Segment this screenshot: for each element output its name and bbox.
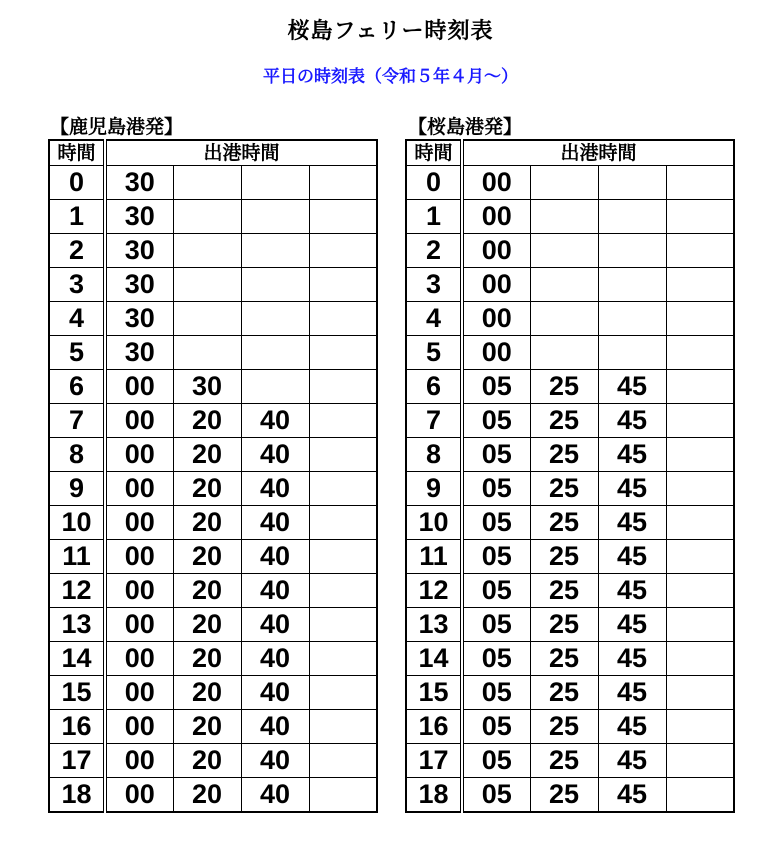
minute-cell [666, 166, 734, 200]
minute-cell: 05 [462, 744, 530, 778]
table-row [406, 404, 734, 438]
minute-cell [530, 336, 598, 370]
minute-cell: 40 [241, 506, 309, 540]
minute-cell: 05 [462, 438, 530, 472]
minute-cell: 00 [105, 710, 173, 744]
minute-cell: 20 [173, 778, 241, 813]
hour-cell: 12 [406, 574, 462, 608]
minute-cell [241, 336, 309, 370]
table-row [406, 574, 734, 608]
table-row [406, 778, 734, 813]
minute-cell [530, 200, 598, 234]
hour-cell: 1 [49, 200, 105, 234]
minute-cell: 00 [462, 200, 530, 234]
minute-cell: 05 [462, 404, 530, 438]
sakurajima-label: 【桜島港発】 [408, 116, 523, 138]
minute-cell: 25 [530, 642, 598, 676]
minute-cell: 00 [462, 268, 530, 302]
minute-cell [598, 166, 666, 200]
table-row [406, 710, 734, 744]
minute-cell: 00 [105, 608, 173, 642]
minute-cell: 30 [105, 166, 173, 200]
minute-cell [309, 744, 377, 778]
minute-cell: 45 [598, 404, 666, 438]
minute-cell [598, 336, 666, 370]
minute-cell [173, 200, 241, 234]
table-row [49, 710, 377, 744]
minute-cell [241, 200, 309, 234]
minute-cell [309, 608, 377, 642]
minute-cell [530, 302, 598, 336]
minute-cell [309, 710, 377, 744]
table-row [49, 676, 377, 710]
minute-cell: 00 [462, 166, 530, 200]
minute-cell: 00 [462, 336, 530, 370]
table-row [49, 166, 377, 200]
table-row [49, 336, 377, 370]
table-row [406, 472, 734, 506]
minute-cell [598, 268, 666, 302]
minute-cell: 00 [105, 438, 173, 472]
table-row [49, 506, 377, 540]
minute-cell [666, 778, 734, 813]
minute-cell: 00 [105, 574, 173, 608]
minute-cell [309, 438, 377, 472]
hour-cell: 11 [49, 540, 105, 574]
hour-cell: 13 [49, 608, 105, 642]
minute-cell: 20 [173, 540, 241, 574]
table-row [406, 268, 734, 302]
table-row [406, 744, 734, 778]
table-row [49, 200, 377, 234]
sakurajima-timetable [405, 139, 735, 813]
minute-cell: 05 [462, 778, 530, 813]
minute-cell [666, 234, 734, 268]
minute-cell: 05 [462, 642, 530, 676]
minute-cell [666, 642, 734, 676]
minute-cell [666, 336, 734, 370]
hour-cell: 4 [49, 302, 105, 336]
minute-cell: 40 [241, 676, 309, 710]
minute-cell: 25 [530, 778, 598, 813]
minute-cell: 25 [530, 472, 598, 506]
minute-cell: 45 [598, 744, 666, 778]
minute-cell [666, 608, 734, 642]
table-row [406, 438, 734, 472]
hour-cell: 1 [406, 200, 462, 234]
minute-cell [666, 574, 734, 608]
minute-cell: 45 [598, 608, 666, 642]
minute-cell: 45 [598, 472, 666, 506]
minute-cell: 00 [105, 642, 173, 676]
table-row [49, 778, 377, 813]
hour-cell: 3 [406, 268, 462, 302]
minute-cell: 40 [241, 540, 309, 574]
minute-cell [666, 302, 734, 336]
minute-cell [173, 336, 241, 370]
hour-cell: 6 [406, 370, 462, 404]
minute-cell: 25 [530, 744, 598, 778]
hour-cell: 3 [49, 268, 105, 302]
minute-cell: 00 [462, 302, 530, 336]
minute-cell: 05 [462, 574, 530, 608]
minute-cell: 45 [598, 438, 666, 472]
minute-cell: 25 [530, 506, 598, 540]
minute-cell: 20 [173, 506, 241, 540]
minute-cell [530, 166, 598, 200]
table-row [49, 302, 377, 336]
hour-cell: 14 [49, 642, 105, 676]
minute-cell: 20 [173, 438, 241, 472]
table-row [49, 438, 377, 472]
minute-cell: 00 [105, 676, 173, 710]
hour-cell: 11 [406, 540, 462, 574]
hour-cell: 7 [406, 404, 462, 438]
hour-header: 時間 [49, 140, 105, 166]
minute-cell: 45 [598, 506, 666, 540]
minute-cell: 45 [598, 540, 666, 574]
hour-cell: 6 [49, 370, 105, 404]
hour-cell: 15 [406, 676, 462, 710]
minute-cell [309, 302, 377, 336]
minute-cell: 40 [241, 778, 309, 813]
table-row [49, 540, 377, 574]
minute-cell: 05 [462, 506, 530, 540]
minute-cell: 25 [530, 370, 598, 404]
minute-cell: 05 [462, 676, 530, 710]
table-row [406, 302, 734, 336]
table-row [406, 676, 734, 710]
minute-cell: 00 [105, 404, 173, 438]
hour-cell: 7 [49, 404, 105, 438]
minute-cell: 20 [173, 676, 241, 710]
minute-cell [309, 574, 377, 608]
page-title: 桜島フェリー時刻表 [287, 19, 494, 44]
hour-cell: 5 [49, 336, 105, 370]
minute-cell [666, 506, 734, 540]
hour-cell: 2 [49, 234, 105, 268]
hour-cell: 0 [406, 166, 462, 200]
hour-cell: 8 [406, 438, 462, 472]
minute-cell: 30 [105, 302, 173, 336]
departure-header: 出港時間 [105, 140, 377, 166]
minute-cell: 25 [530, 710, 598, 744]
departure-header: 出港時間 [462, 140, 734, 166]
table-row [49, 642, 377, 676]
minute-cell: 45 [598, 710, 666, 744]
hour-cell: 0 [49, 166, 105, 200]
table-row [49, 608, 377, 642]
minute-cell: 40 [241, 744, 309, 778]
minute-cell: 25 [530, 438, 598, 472]
hour-cell: 10 [406, 506, 462, 540]
minute-cell [173, 166, 241, 200]
minute-cell: 45 [598, 778, 666, 813]
minute-cell: 00 [105, 472, 173, 506]
minute-cell: 20 [173, 710, 241, 744]
minute-cell: 40 [241, 574, 309, 608]
table-row [406, 642, 734, 676]
minute-cell [666, 472, 734, 506]
minute-cell: 30 [105, 200, 173, 234]
minute-cell: 05 [462, 472, 530, 506]
minute-cell: 45 [598, 642, 666, 676]
minute-cell [173, 268, 241, 302]
minute-cell: 20 [173, 404, 241, 438]
minute-cell: 00 [105, 370, 173, 404]
minute-cell: 00 [105, 506, 173, 540]
minute-cell: 45 [598, 676, 666, 710]
minute-cell: 25 [530, 676, 598, 710]
table-row [406, 370, 734, 404]
minute-cell [241, 302, 309, 336]
minute-cell: 45 [598, 370, 666, 404]
table-row [406, 200, 734, 234]
minute-cell: 30 [173, 370, 241, 404]
minute-cell: 25 [530, 540, 598, 574]
hour-cell: 18 [49, 778, 105, 813]
table-row [406, 506, 734, 540]
minute-cell: 30 [105, 336, 173, 370]
table-row [406, 540, 734, 574]
hour-cell: 14 [406, 642, 462, 676]
minute-cell [598, 234, 666, 268]
minute-cell [309, 676, 377, 710]
minute-cell: 00 [105, 778, 173, 813]
table-row [49, 574, 377, 608]
minute-cell [666, 676, 734, 710]
minute-cell [309, 540, 377, 574]
table-row [49, 370, 377, 404]
hour-cell: 18 [406, 778, 462, 813]
minute-cell: 00 [462, 234, 530, 268]
table-row [49, 404, 377, 438]
minute-cell: 40 [241, 404, 309, 438]
hour-cell: 10 [49, 506, 105, 540]
table-row [49, 234, 377, 268]
minute-cell [309, 336, 377, 370]
minute-cell [241, 268, 309, 302]
minute-cell: 40 [241, 642, 309, 676]
minute-cell [309, 166, 377, 200]
minute-cell [309, 200, 377, 234]
minute-cell [666, 370, 734, 404]
minute-cell: 25 [530, 404, 598, 438]
minute-cell: 20 [173, 744, 241, 778]
hour-header: 時間 [406, 140, 462, 166]
minute-cell: 30 [105, 268, 173, 302]
minute-cell: 05 [462, 710, 530, 744]
minute-cell: 05 [462, 540, 530, 574]
hour-cell: 8 [49, 438, 105, 472]
hour-cell: 5 [406, 336, 462, 370]
minute-cell [666, 438, 734, 472]
minute-cell [309, 268, 377, 302]
table-row [406, 336, 734, 370]
kagoshima-label: 【鹿児島港発】 [50, 116, 184, 138]
minute-cell [241, 234, 309, 268]
minute-cell: 05 [462, 370, 530, 404]
minute-cell: 20 [173, 574, 241, 608]
hour-cell: 12 [49, 574, 105, 608]
table-row [406, 234, 734, 268]
minute-cell: 25 [530, 608, 598, 642]
minute-cell: 40 [241, 710, 309, 744]
table-row [406, 608, 734, 642]
minute-cell [309, 234, 377, 268]
minute-cell [666, 200, 734, 234]
minute-cell [666, 540, 734, 574]
minute-cell [666, 744, 734, 778]
hour-cell: 9 [49, 472, 105, 506]
minute-cell [666, 404, 734, 438]
hour-cell: 9 [406, 472, 462, 506]
minute-cell [173, 302, 241, 336]
minute-cell: 40 [241, 472, 309, 506]
minute-cell [173, 234, 241, 268]
minute-cell: 25 [530, 574, 598, 608]
minute-cell [666, 268, 734, 302]
minute-cell [598, 302, 666, 336]
minute-cell: 00 [105, 540, 173, 574]
minute-cell: 00 [105, 744, 173, 778]
minute-cell: 20 [173, 472, 241, 506]
hour-cell: 16 [49, 710, 105, 744]
minute-cell [530, 234, 598, 268]
kagoshima-timetable [48, 139, 378, 813]
minute-cell [309, 642, 377, 676]
minute-cell [598, 200, 666, 234]
table-row [406, 166, 734, 200]
hour-cell: 13 [406, 608, 462, 642]
hour-cell: 15 [49, 676, 105, 710]
minute-cell [241, 166, 309, 200]
table-row [49, 472, 377, 506]
minute-cell [666, 710, 734, 744]
minute-cell: 05 [462, 608, 530, 642]
minute-cell: 40 [241, 438, 309, 472]
minute-cell [309, 370, 377, 404]
page-subtitle: 平日の時刻表（令和５年４月～） [263, 67, 518, 87]
hour-cell: 16 [406, 710, 462, 744]
minute-cell [241, 370, 309, 404]
minute-cell: 40 [241, 608, 309, 642]
minute-cell: 30 [105, 234, 173, 268]
hour-cell: 4 [406, 302, 462, 336]
minute-cell: 20 [173, 608, 241, 642]
table-row [49, 744, 377, 778]
minute-cell: 45 [598, 574, 666, 608]
minute-cell [309, 506, 377, 540]
hour-cell: 2 [406, 234, 462, 268]
minute-cell [309, 472, 377, 506]
minute-cell [309, 778, 377, 813]
minute-cell: 20 [173, 642, 241, 676]
minute-cell [309, 404, 377, 438]
table-row [49, 268, 377, 302]
hour-cell: 17 [49, 744, 105, 778]
hour-cell: 17 [406, 744, 462, 778]
minute-cell [530, 268, 598, 302]
